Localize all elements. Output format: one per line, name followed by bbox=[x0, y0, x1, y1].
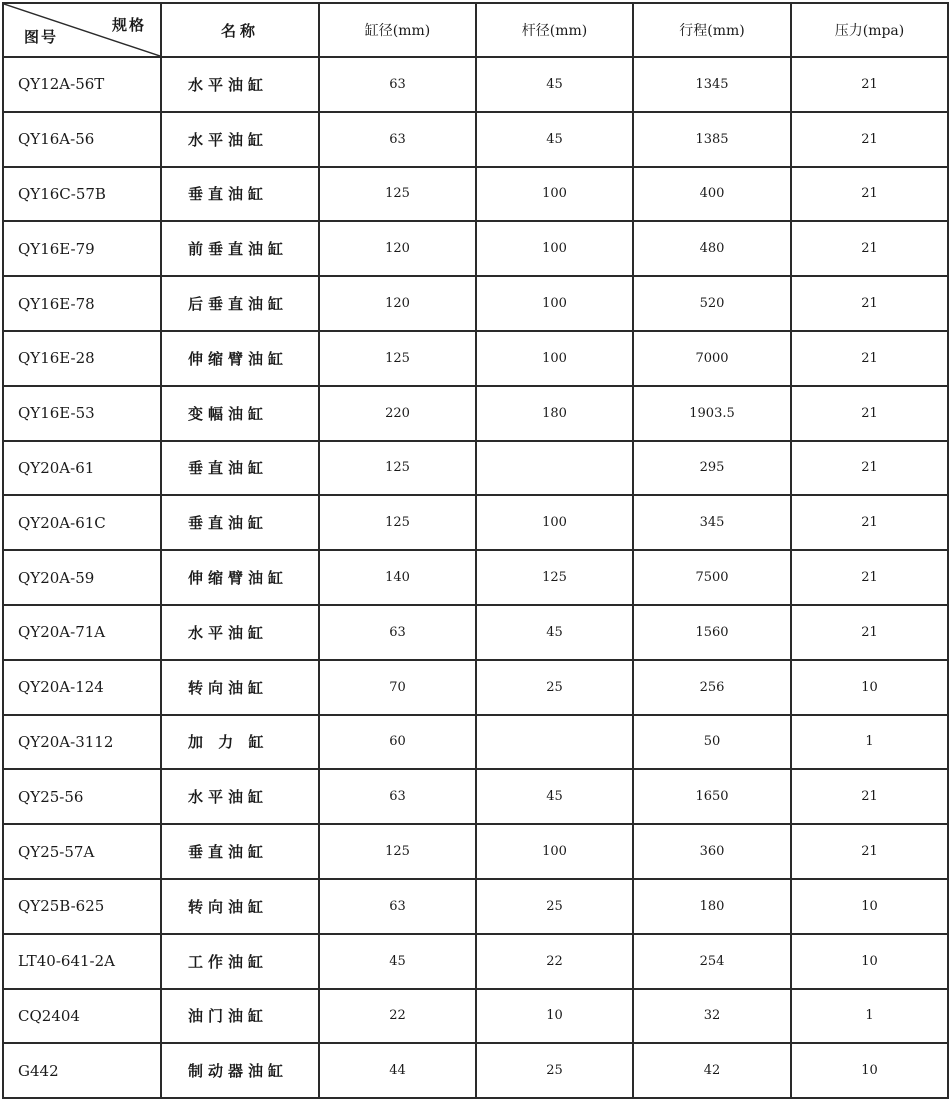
name-cell: 工作油缸 bbox=[161, 934, 319, 989]
rod-cell: 45 bbox=[476, 605, 633, 660]
rod-cell: 125 bbox=[476, 550, 633, 605]
header-spec-label: 规格 bbox=[111, 16, 146, 34]
drawing-number-cell: LT40-641-2A bbox=[3, 934, 161, 989]
pressure-cell: 21 bbox=[791, 495, 948, 550]
name-cell: 前垂直油缸 bbox=[161, 221, 319, 276]
stroke-cell: 400 bbox=[633, 167, 791, 222]
stroke-cell: 7000 bbox=[633, 331, 791, 386]
pressure-cell: 21 bbox=[791, 167, 948, 222]
table-row bbox=[3, 824, 948, 879]
stroke-cell: 480 bbox=[633, 221, 791, 276]
pressure-cell: 1 bbox=[791, 715, 948, 770]
table-row bbox=[3, 934, 948, 989]
name-cell: 水平油缸 bbox=[161, 112, 319, 167]
drawing-number-cell: QY12A-56T bbox=[3, 57, 161, 112]
stroke-cell: 1650 bbox=[633, 769, 791, 824]
header-pressure: 压力(mpa) bbox=[791, 3, 948, 57]
name-cell: 加 力 缸 bbox=[161, 715, 319, 770]
rod-cell: 100 bbox=[476, 221, 633, 276]
table-row bbox=[3, 331, 948, 386]
pressure-cell: 21 bbox=[791, 441, 948, 496]
stroke-cell: 295 bbox=[633, 441, 791, 496]
table-row bbox=[3, 57, 948, 112]
bore-cell: 125 bbox=[319, 167, 476, 222]
table-row bbox=[3, 112, 948, 167]
stroke-cell: 1345 bbox=[633, 57, 791, 112]
rod-cell: 100 bbox=[476, 824, 633, 879]
table-row bbox=[3, 441, 948, 496]
bore-cell: 60 bbox=[319, 715, 476, 770]
drawing-number-cell: QY20A-59 bbox=[3, 550, 161, 605]
table-row bbox=[3, 605, 948, 660]
rod-cell bbox=[476, 715, 633, 770]
table-row bbox=[3, 879, 948, 934]
name-cell: 垂直油缸 bbox=[161, 824, 319, 879]
diagonal-header-cell bbox=[3, 3, 161, 57]
stroke-cell: 345 bbox=[633, 495, 791, 550]
table-row bbox=[3, 989, 948, 1044]
pressure-cell: 21 bbox=[791, 276, 948, 331]
stroke-cell: 360 bbox=[633, 824, 791, 879]
bore-cell: 220 bbox=[319, 386, 476, 441]
stroke-cell: 1385 bbox=[633, 112, 791, 167]
name-cell: 水平油缸 bbox=[161, 57, 319, 112]
pressure-cell: 1 bbox=[791, 989, 948, 1044]
header-stroke: 行程(mm) bbox=[633, 3, 791, 57]
drawing-number-cell: QY16E-78 bbox=[3, 276, 161, 331]
table-row bbox=[3, 1043, 948, 1098]
drawing-number-cell: QY16A-56 bbox=[3, 112, 161, 167]
drawing-number-cell: QY20A-61 bbox=[3, 441, 161, 496]
drawing-number-cell: CQ2404 bbox=[3, 989, 161, 1044]
table-row bbox=[3, 386, 948, 441]
table-row bbox=[3, 221, 948, 276]
name-cell: 制动器油缸 bbox=[161, 1043, 319, 1098]
name-cell: 垂直油缸 bbox=[161, 167, 319, 222]
name-cell: 伸缩臂油缸 bbox=[161, 550, 319, 605]
pressure-cell: 21 bbox=[791, 221, 948, 276]
pressure-cell: 21 bbox=[791, 605, 948, 660]
rod-cell: 100 bbox=[476, 276, 633, 331]
pressure-cell: 21 bbox=[791, 769, 948, 824]
stroke-cell: 1903.5 bbox=[633, 386, 791, 441]
drawing-number-cell: QY16E-28 bbox=[3, 331, 161, 386]
rod-cell: 100 bbox=[476, 331, 633, 386]
name-cell: 转向油缸 bbox=[161, 879, 319, 934]
pressure-cell: 21 bbox=[791, 824, 948, 879]
drawing-number-cell: G442 bbox=[3, 1043, 161, 1098]
drawing-number-cell: QY20A-61C bbox=[3, 495, 161, 550]
pressure-cell: 10 bbox=[791, 1043, 948, 1098]
drawing-number-cell: QY25B-625 bbox=[3, 879, 161, 934]
table-row bbox=[3, 495, 948, 550]
bore-cell: 125 bbox=[319, 824, 476, 879]
name-cell: 垂直油缸 bbox=[161, 441, 319, 496]
rod-cell bbox=[476, 441, 633, 496]
drawing-number-cell: QY20A-124 bbox=[3, 660, 161, 715]
drawing-number-cell: QY20A-71A bbox=[3, 605, 161, 660]
bore-cell: 63 bbox=[319, 112, 476, 167]
bore-cell: 120 bbox=[319, 276, 476, 331]
pressure-cell: 21 bbox=[791, 550, 948, 605]
stroke-cell: 50 bbox=[633, 715, 791, 770]
drawing-number-cell: QY25-56 bbox=[3, 769, 161, 824]
stroke-cell: 42 bbox=[633, 1043, 791, 1098]
rod-cell: 180 bbox=[476, 386, 633, 441]
pressure-cell: 10 bbox=[791, 660, 948, 715]
pressure-cell: 21 bbox=[791, 112, 948, 167]
bore-cell: 125 bbox=[319, 495, 476, 550]
bore-cell: 63 bbox=[319, 769, 476, 824]
rod-cell: 45 bbox=[476, 112, 633, 167]
rod-cell: 100 bbox=[476, 167, 633, 222]
stroke-cell: 254 bbox=[633, 934, 791, 989]
name-cell: 后垂直油缸 bbox=[161, 276, 319, 331]
name-cell: 油门油缸 bbox=[161, 989, 319, 1044]
rod-cell: 45 bbox=[476, 57, 633, 112]
drawing-number-cell: QY20A-3112 bbox=[3, 715, 161, 770]
pressure-cell: 10 bbox=[791, 879, 948, 934]
bore-cell: 125 bbox=[319, 331, 476, 386]
table-row bbox=[3, 715, 948, 770]
bore-cell: 45 bbox=[319, 934, 476, 989]
bore-cell: 63 bbox=[319, 57, 476, 112]
drawing-number-cell: QY16E-79 bbox=[3, 221, 161, 276]
table-row bbox=[3, 550, 948, 605]
table-row bbox=[3, 660, 948, 715]
bore-cell: 140 bbox=[319, 550, 476, 605]
header-row bbox=[3, 3, 948, 57]
table-row bbox=[3, 276, 948, 331]
drawing-number-cell: QY16C-57B bbox=[3, 167, 161, 222]
header-drawing-number-label: 图号 bbox=[24, 28, 59, 46]
stroke-cell: 1560 bbox=[633, 605, 791, 660]
name-cell: 水平油缸 bbox=[161, 605, 319, 660]
name-cell: 转向油缸 bbox=[161, 660, 319, 715]
table-row bbox=[3, 769, 948, 824]
cylinder-spec-table bbox=[2, 2, 949, 1099]
header-bore: 缸径(mm) bbox=[319, 3, 476, 57]
rod-cell: 45 bbox=[476, 769, 633, 824]
drawing-number-cell: QY25-57A bbox=[3, 824, 161, 879]
bore-cell: 120 bbox=[319, 221, 476, 276]
name-cell: 伸缩臂油缸 bbox=[161, 331, 319, 386]
name-cell: 水平油缸 bbox=[161, 769, 319, 824]
stroke-cell: 180 bbox=[633, 879, 791, 934]
header-rod: 杆径(mm) bbox=[476, 3, 633, 57]
drawing-number-cell: QY16E-53 bbox=[3, 386, 161, 441]
bore-cell: 125 bbox=[319, 441, 476, 496]
rod-cell: 25 bbox=[476, 660, 633, 715]
stroke-cell: 256 bbox=[633, 660, 791, 715]
stroke-cell: 7500 bbox=[633, 550, 791, 605]
name-cell: 垂直油缸 bbox=[161, 495, 319, 550]
bore-cell: 22 bbox=[319, 989, 476, 1044]
stroke-cell: 32 bbox=[633, 989, 791, 1044]
pressure-cell: 21 bbox=[791, 386, 948, 441]
bore-cell: 44 bbox=[319, 1043, 476, 1098]
table-row bbox=[3, 167, 948, 222]
rod-cell: 10 bbox=[476, 989, 633, 1044]
bore-cell: 63 bbox=[319, 605, 476, 660]
bore-cell: 63 bbox=[319, 879, 476, 934]
pressure-cell: 21 bbox=[791, 57, 948, 112]
pressure-cell: 10 bbox=[791, 934, 948, 989]
rod-cell: 25 bbox=[476, 1043, 633, 1098]
name-cell: 变幅油缸 bbox=[161, 386, 319, 441]
pressure-cell: 21 bbox=[791, 331, 948, 386]
stroke-cell: 520 bbox=[633, 276, 791, 331]
rod-cell: 22 bbox=[476, 934, 633, 989]
rod-cell: 25 bbox=[476, 879, 633, 934]
bore-cell: 70 bbox=[319, 660, 476, 715]
header-name: 名称 bbox=[161, 3, 319, 57]
rod-cell: 100 bbox=[476, 495, 633, 550]
